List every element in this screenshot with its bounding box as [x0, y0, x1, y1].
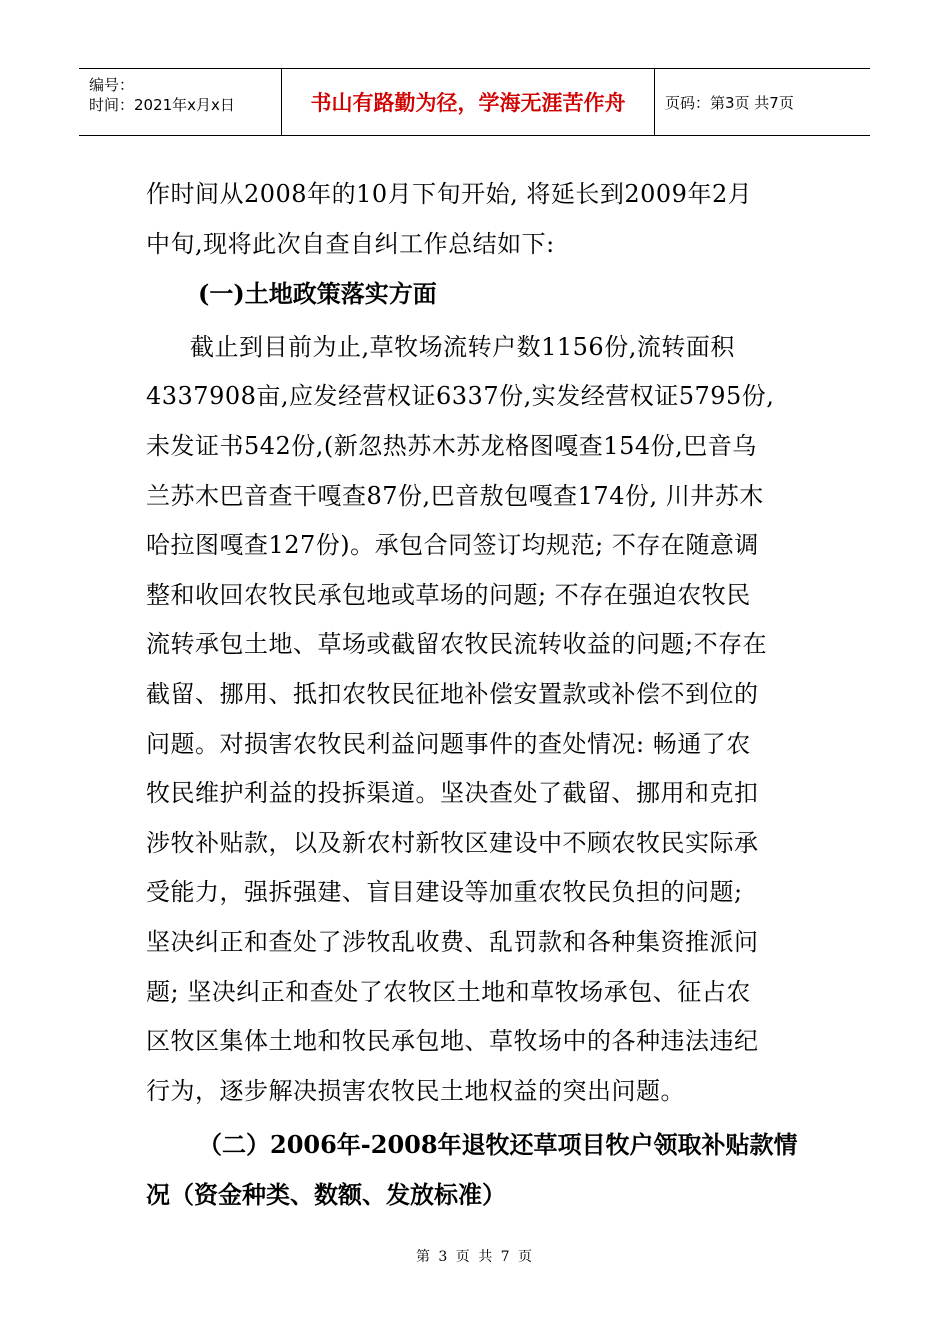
header-page-info: 页码：第3页 共7页 [665, 93, 794, 112]
document-body [146, 170, 806, 1219]
header-meta-cell [79, 69, 282, 135]
section-heading-2-continued: 况（资金种类、数额、发放标准） [146, 1179, 506, 1209]
paragraph-line: 截止到目前为止,草牧场流转户数1156份,流转面积 [190, 332, 735, 361]
serial-number-label: 编号： [89, 76, 135, 94]
paragraph-line: 受能力，强拆强建、盲目建设等加重农牧民负担的问题; [146, 878, 743, 907]
paragraph-line: 4337908亩,应发经营权证6337份,实发经营权证5795份, [146, 382, 775, 411]
paragraph-line: 涉牧补贴款，以及新农村新牧区建设中不顾农牧民实际承 [146, 828, 759, 857]
paragraph-line: 区牧区集体土地和牧民承包地、草牧场中的各种违法违纪 [146, 1027, 759, 1056]
paragraph-line: 截留、挪用、抵扣农牧民征地补偿安置款或补偿不到位的 [146, 679, 759, 708]
paragraph-line: 问题。对损害农牧民利益问题事件的查处情况: 畅通了农 [146, 729, 751, 758]
section-heading-1: (一)土地政策落实方面 [198, 279, 437, 309]
document-header [79, 68, 870, 136]
paragraph-line: 坚决纠正和查处了涉牧乱收费、乱罚款和各种集资推派问 [146, 927, 759, 956]
paragraph-line: 流转承包土地、草场或截留农牧民流转收益的问题;不存在 [146, 630, 768, 659]
page-footer: 第 3 页 共 7 页 [415, 1249, 535, 1265]
paragraph-line: 牧民维护利益的投拆渠道。坚决查处了截留、挪用和克扣 [146, 779, 759, 808]
paragraph-line: 作时间从2008年的10月下旬开始, 将延长到2009年2月 [146, 180, 753, 208]
paragraph-line: 哈拉图嘎查127份)。承包合同签订均规范; 不存在随意调 [146, 531, 759, 560]
paragraph-line: 整和收回农牧民承包地或草场的问题; 不存在强迫农牧民 [146, 580, 751, 609]
date-label: 时间：2021年x月x日 [89, 96, 235, 114]
paragraph-line: 行为，逐步解决损害农牧民土地权益的突出问题。 [146, 1076, 685, 1105]
header-motto: 书山有路勤为径，学海无涯苦作舟 [282, 69, 655, 135]
paragraph-line: 兰苏木巴音查干嘎查87份,巴音敖包嘎查174份, 川井苏木 [146, 481, 764, 510]
section-heading-2: （二）2006年-2008年退牧还草项目牧户领取补贴款情 [198, 1130, 798, 1160]
paragraph-line: 未发证书542份,(新忽热苏木苏龙格图嘎查154份,巴音乌 [146, 431, 757, 460]
paragraph-line: 中旬,现将此次自查自纠工作总结如下: [146, 229, 555, 258]
paragraph-line: 题; 坚决纠正和查处了农牧区土地和草牧场承包、征占农 [146, 977, 751, 1006]
